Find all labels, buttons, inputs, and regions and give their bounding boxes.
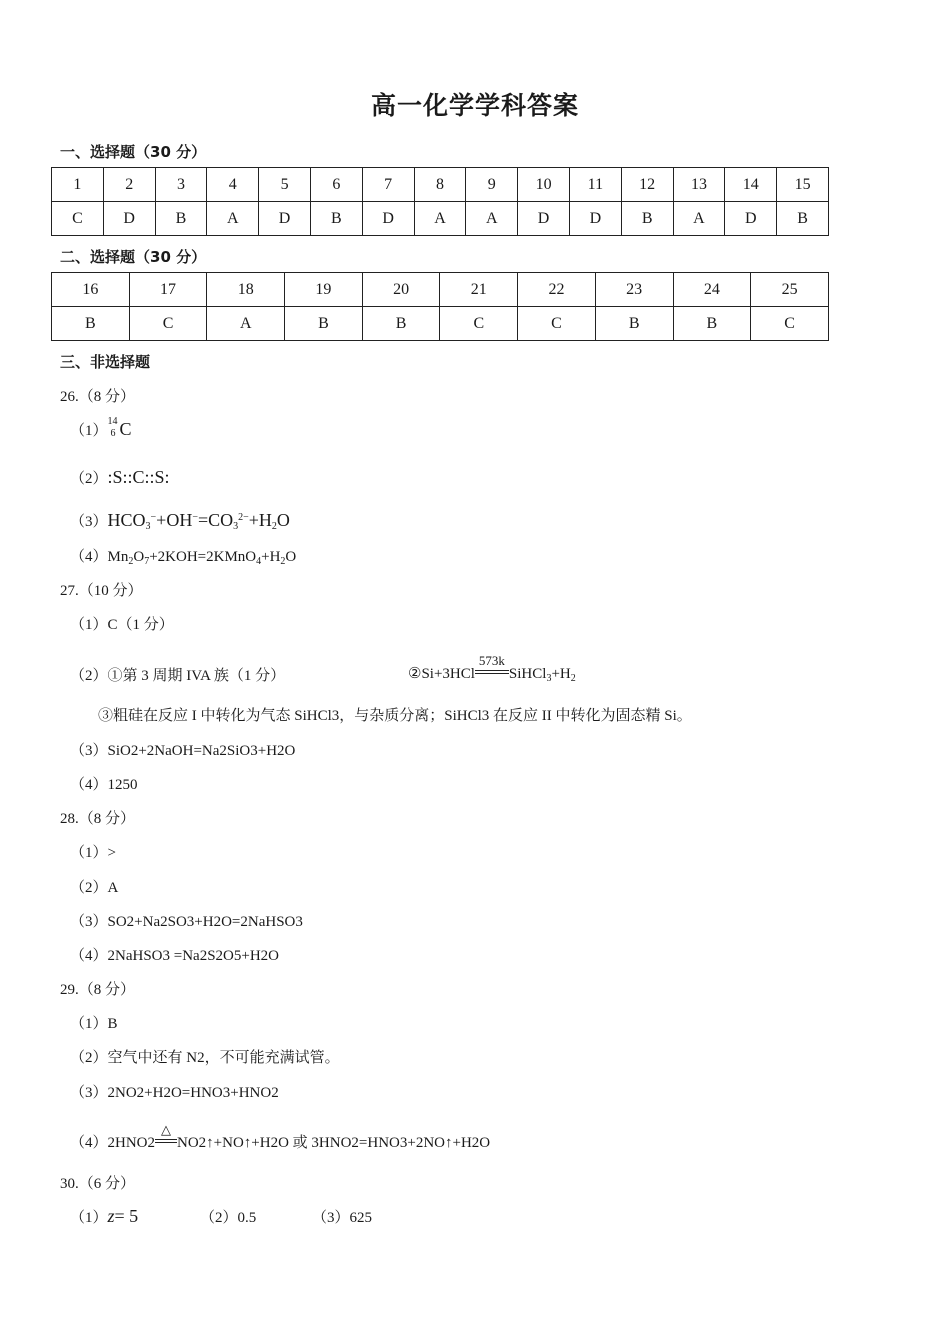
q30-part1-label: （1） bbox=[70, 1210, 108, 1226]
answer-cell: A bbox=[207, 202, 259, 236]
q26-part4-label: （4） bbox=[70, 549, 108, 565]
answer-cell: B bbox=[362, 307, 440, 341]
q30-part3: （3）625 bbox=[312, 1210, 373, 1226]
section-heading-mcq-2: 二、选择题（30 分） bbox=[60, 248, 207, 266]
q29-part4 bbox=[70, 1122, 491, 1152]
question-number-cell: 14 bbox=[725, 168, 777, 202]
answer-cell: D bbox=[259, 202, 311, 236]
q30-part2: （2）0.5 bbox=[200, 1210, 257, 1226]
isotope-notation bbox=[107, 416, 120, 439]
question-number-cell: 13 bbox=[673, 168, 725, 202]
question-number-cell: 16 bbox=[52, 273, 130, 307]
question-number-cell: 20 bbox=[362, 273, 440, 307]
ionic-equation: $HCO_3^-+OH^-=CO_3^{2-}+H_2O$ bbox=[107, 510, 290, 532]
condition-label: 573k bbox=[478, 653, 505, 668]
question-number-cell: 17 bbox=[129, 273, 207, 307]
answer-cell: D bbox=[518, 202, 570, 236]
answer-cell: A bbox=[414, 202, 466, 236]
q26-heading: 26.（8 分） bbox=[60, 389, 136, 405]
question-number-cell: 4 bbox=[207, 168, 259, 202]
answer-cell: B bbox=[621, 202, 673, 236]
answer-cell: B bbox=[155, 202, 207, 236]
question-number-cell: 22 bbox=[518, 273, 596, 307]
q29-heading: 29.（8 分） bbox=[60, 982, 136, 998]
question-number-cell: 24 bbox=[673, 273, 751, 307]
q27-part2a: （2）①第 3 周期 IVA 族（1 分） bbox=[70, 668, 286, 684]
answer-cell: A bbox=[673, 202, 725, 236]
q29-part2: （2）空气中还有 N2，不可能充满试管。 bbox=[70, 1050, 340, 1066]
q27-heading: 27.（10 分） bbox=[60, 583, 143, 599]
element-symbol: C bbox=[119, 419, 132, 439]
answer-table-1 bbox=[51, 167, 829, 236]
reaction-condition bbox=[155, 1122, 177, 1152]
q26-part2 bbox=[70, 467, 170, 488]
q28-part4: （4）2NaHSO3 =Na2S2O5+H2O bbox=[70, 948, 279, 964]
q26-part2-label: （2） bbox=[70, 471, 108, 487]
answer-cell: A bbox=[207, 307, 285, 341]
section-heading-non-mcq: 三、非选择题 bbox=[60, 353, 151, 371]
q30-part1 bbox=[70, 1206, 138, 1227]
q27-part2c: ③粗硅在反应 I 中转化为气态 SiHCl3，与杂质分离；SiHCl3 在反应 II 中转化为固态精 Si。 bbox=[98, 708, 692, 724]
answer-table-2 bbox=[51, 272, 829, 341]
table-row-answers bbox=[52, 307, 829, 341]
page-title: 高一化学学科答案 bbox=[370, 91, 579, 120]
q27-part2b bbox=[408, 653, 576, 684]
question-number-cell: 12 bbox=[621, 168, 673, 202]
answer-cell: B bbox=[777, 202, 829, 236]
question-number-cell: 15 bbox=[777, 168, 829, 202]
question-number-cell: 21 bbox=[440, 273, 518, 307]
answer-cell: B bbox=[595, 307, 673, 341]
heat-symbol: △ bbox=[161, 1122, 171, 1137]
question-number-cell: 23 bbox=[595, 273, 673, 307]
answer-cell: B bbox=[52, 307, 130, 341]
variable-z: z bbox=[107, 1206, 115, 1226]
answer-cell: C bbox=[751, 307, 829, 341]
question-number-cell: 18 bbox=[207, 273, 285, 307]
equals-sign bbox=[155, 1139, 177, 1143]
question-number-cell: 6 bbox=[310, 168, 362, 202]
q27-part2b-products: $SiHCl_3+H_2$ bbox=[508, 666, 576, 684]
equals-sign bbox=[475, 670, 509, 674]
section-heading-mcq-1: 一、选择题（30 分） bbox=[60, 143, 207, 161]
q27-part3: （3）SiO2+2NaOH=Na2SiO3+H2O bbox=[70, 743, 296, 759]
answer-cell: D bbox=[725, 202, 777, 236]
question-number-cell: 11 bbox=[569, 168, 621, 202]
value-z: = 5 bbox=[114, 1206, 139, 1226]
q26-part1-label: （1） bbox=[70, 423, 108, 439]
q26-part1 bbox=[70, 416, 132, 440]
q28-part2: （2）A bbox=[70, 880, 119, 896]
answer-cell: C bbox=[52, 202, 104, 236]
q29-part3: （3）2NO2+H2O=HNO3+HNO2 bbox=[70, 1085, 279, 1101]
q27-part4: （4）1250 bbox=[70, 777, 138, 793]
q27-part2b-reactants: ②Si+3HCl bbox=[408, 666, 475, 682]
question-number-cell: 9 bbox=[466, 168, 518, 202]
answer-cell: D bbox=[569, 202, 621, 236]
q26-part3-label: （3） bbox=[70, 514, 108, 530]
table-row-answers bbox=[52, 202, 829, 236]
q28-part1: （1）> bbox=[70, 845, 116, 861]
answer-cell: B bbox=[285, 307, 363, 341]
table-row-numbers bbox=[52, 273, 829, 307]
answer-cell: B bbox=[673, 307, 751, 341]
question-number-cell: 10 bbox=[518, 168, 570, 202]
q26-part3 bbox=[70, 510, 290, 531]
answer-cell: D bbox=[362, 202, 414, 236]
q29-part4-reactant: （4）2HNO2 bbox=[70, 1135, 155, 1151]
q30-heading: 30.（6 分） bbox=[60, 1176, 136, 1192]
question-number-cell: 8 bbox=[414, 168, 466, 202]
answer-cell: B bbox=[310, 202, 362, 236]
question-number-cell: 3 bbox=[155, 168, 207, 202]
table-row-numbers bbox=[52, 168, 829, 202]
equation-mn2o7: $Mn_2O_7+2KOH=2KMnO_4+H_2O$ bbox=[107, 549, 297, 567]
q28-heading: 28.（8 分） bbox=[60, 811, 136, 827]
question-number-cell: 5 bbox=[259, 168, 311, 202]
q28-part3: （3）SO2+Na2SO3+H2O=2NaHSO3 bbox=[70, 914, 303, 930]
answer-cell: D bbox=[103, 202, 155, 236]
mass-number: 14 bbox=[107, 416, 118, 427]
question-number-cell: 19 bbox=[285, 273, 363, 307]
answer-cell: A bbox=[466, 202, 518, 236]
atomic-number: 6 bbox=[110, 428, 116, 439]
answer-cell: C bbox=[518, 307, 596, 341]
answer-cell: C bbox=[129, 307, 207, 341]
question-number-cell: 25 bbox=[751, 273, 829, 307]
question-number-cell: 2 bbox=[103, 168, 155, 202]
q29-part4-products: NO2↑+NO↑+H2O 或 3HNO2=HNO3+2NO↑+H2O bbox=[177, 1135, 491, 1151]
q26-part4 bbox=[70, 545, 296, 566]
q29-part1: （1）B bbox=[70, 1016, 118, 1032]
q27-part1: （1）C（1 分） bbox=[70, 617, 174, 633]
answer-cell: C bbox=[440, 307, 518, 341]
question-number-cell: 7 bbox=[362, 168, 414, 202]
question-number-cell: 1 bbox=[52, 168, 104, 202]
reaction-condition bbox=[475, 653, 509, 683]
electron-dot-formula: :S::C::S: bbox=[107, 467, 170, 487]
